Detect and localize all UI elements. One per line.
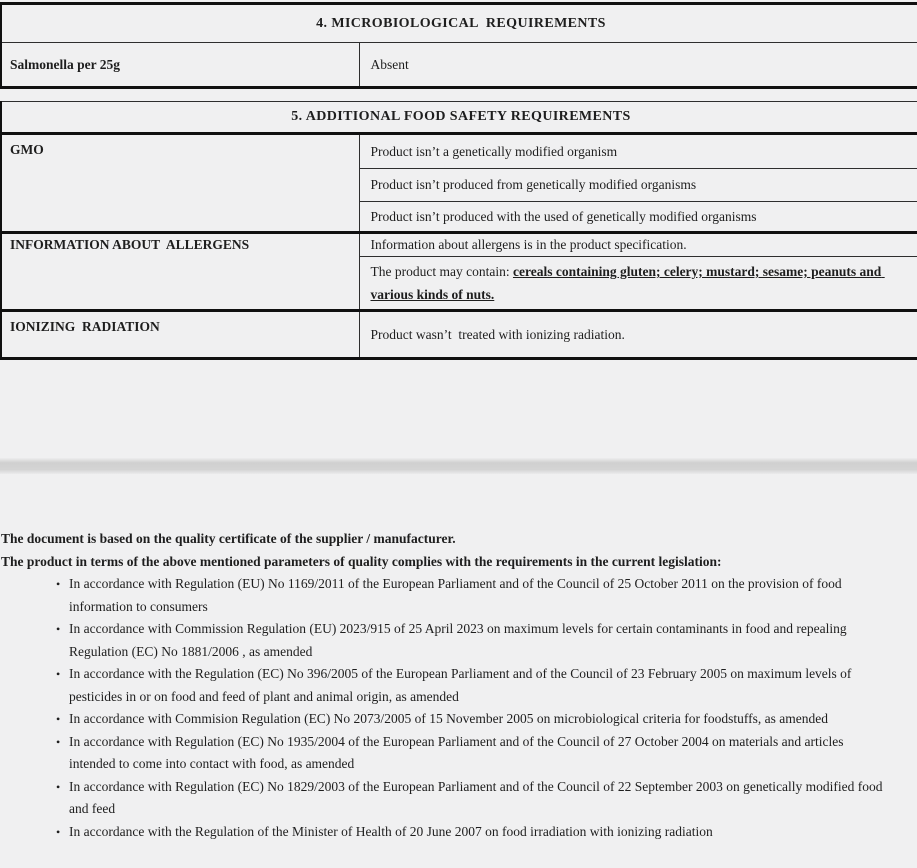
bullet-icon: • bbox=[56, 577, 61, 591]
ionizing-radiation-row bbox=[1, 311, 917, 359]
additional-food-safety-table bbox=[0, 101, 917, 360]
regulation-bullet-1 bbox=[1, 573, 891, 618]
allergens-may-contain-prefix: The product may contain: bbox=[370, 264, 513, 279]
regulation-bullet-4 bbox=[1, 708, 891, 731]
regulation-bullet-3 bbox=[1, 663, 891, 708]
compliance-statement bbox=[0, 528, 917, 843]
allergens-row-1 bbox=[1, 233, 917, 257]
regulation-bullet-3-text: In accordance with the Regulation (EC) No 396/2005 of the European Parliament and of the Council of 23 February 2005 on maximum levels of pesticides in or on food and feed of plant and animal origin, as amended bbox=[69, 666, 852, 704]
regulation-bullet-5-text: In accordance with Regulation (EC) No 1935/2004 of the European Parliament and of the Council of 27 October 2004 on materials and articles intended to come into contact with food, as amended bbox=[69, 733, 844, 771]
regulation-bullet-6 bbox=[1, 776, 891, 821]
bullet-icon: • bbox=[56, 622, 61, 636]
ionizing-radiation-label: IONIZING RADIATION bbox=[1, 311, 359, 359]
regulation-bullet-2 bbox=[1, 618, 891, 663]
salmonella-parameter-label: Salmonella per 25g bbox=[1, 43, 359, 88]
page-separator bbox=[0, 458, 917, 474]
allergens-value-1: Information about allergens is in the product specification. bbox=[359, 233, 917, 257]
bullet-icon: • bbox=[56, 734, 61, 749]
section-4-title: 4. MICROBIOLOGICAL REQUIREMENTS bbox=[1, 4, 917, 43]
gmo-value-1: Product isn’t a genetically modified organism bbox=[359, 134, 917, 169]
allergens-label: INFORMATION ABOUT ALLERGENS bbox=[1, 233, 359, 311]
regulation-bullet-6-text: In accordance with Regulation (EC) No 1829/2003 of the European Parliament and of the Council of 22 September 2003 on genetically modified food and feed bbox=[69, 778, 883, 816]
gmo-value-2: Product isn’t produced from genetically modified organisms bbox=[359, 169, 917, 202]
section-5-header-row bbox=[1, 102, 917, 134]
gmo-label: GMO bbox=[1, 134, 359, 233]
allergens-value-2 bbox=[359, 257, 917, 311]
bullet-icon: • bbox=[56, 824, 61, 839]
section-4-header-row bbox=[1, 4, 917, 43]
statement-line-2: The product in terms of the above mentioned parameters of quality complies with the requirements in the current legislation: bbox=[1, 553, 722, 569]
bullet-icon: • bbox=[56, 667, 61, 681]
statement-line-1: The document is based on the quality certificate of the supplier / manufacturer. bbox=[1, 531, 456, 546]
regulation-bullet-7 bbox=[1, 821, 891, 844]
salmonella-row bbox=[1, 43, 917, 88]
regulation-bullet-5 bbox=[1, 731, 891, 776]
ionizing-radiation-value: Product wasn’t treated with ionizing radiation. bbox=[359, 311, 917, 359]
regulation-bullet-4-text: In accordance with Commision Regulation (EC) No 2073/2005 of 15 November 2005 on microbiological criteria for foodstuffs, as amended bbox=[69, 711, 828, 726]
regulation-bullet-7-text: In accordance with the Regulation of the Minister of Health of 20 June 2007 on food irradiation with ionizing radiation bbox=[69, 823, 713, 839]
regulation-bullet-2-text: In accordance with Commission Regulation (EU) 2023/915 of 25 April 2023 on maximum levels for certain contaminants in food and repealing Regulation (EC) No 1881/2006 , as amended bbox=[69, 621, 847, 659]
section-5-title: 5. ADDITIONAL FOOD SAFETY REQUIREMENTS bbox=[1, 102, 917, 134]
gmo-row-1 bbox=[1, 134, 917, 169]
bullet-icon: • bbox=[56, 712, 61, 726]
regulation-bullet-1-text: In accordance with Regulation (EU) No 1169/2011 of the European Parliament and of the Council of 25 October 2011 on the provision of food information to consumers bbox=[69, 576, 842, 614]
gmo-value-3: Product isn’t produced with the used of genetically modified organisms bbox=[359, 202, 917, 233]
microbiological-requirements-table bbox=[0, 2, 917, 89]
allergens-list-emphasis: cereals containing gluten; celery; mustard; sesame; peanuts and various kinds of nuts. bbox=[370, 264, 885, 302]
bullet-icon: • bbox=[56, 779, 61, 794]
salmonella-value: Absent bbox=[359, 43, 917, 88]
